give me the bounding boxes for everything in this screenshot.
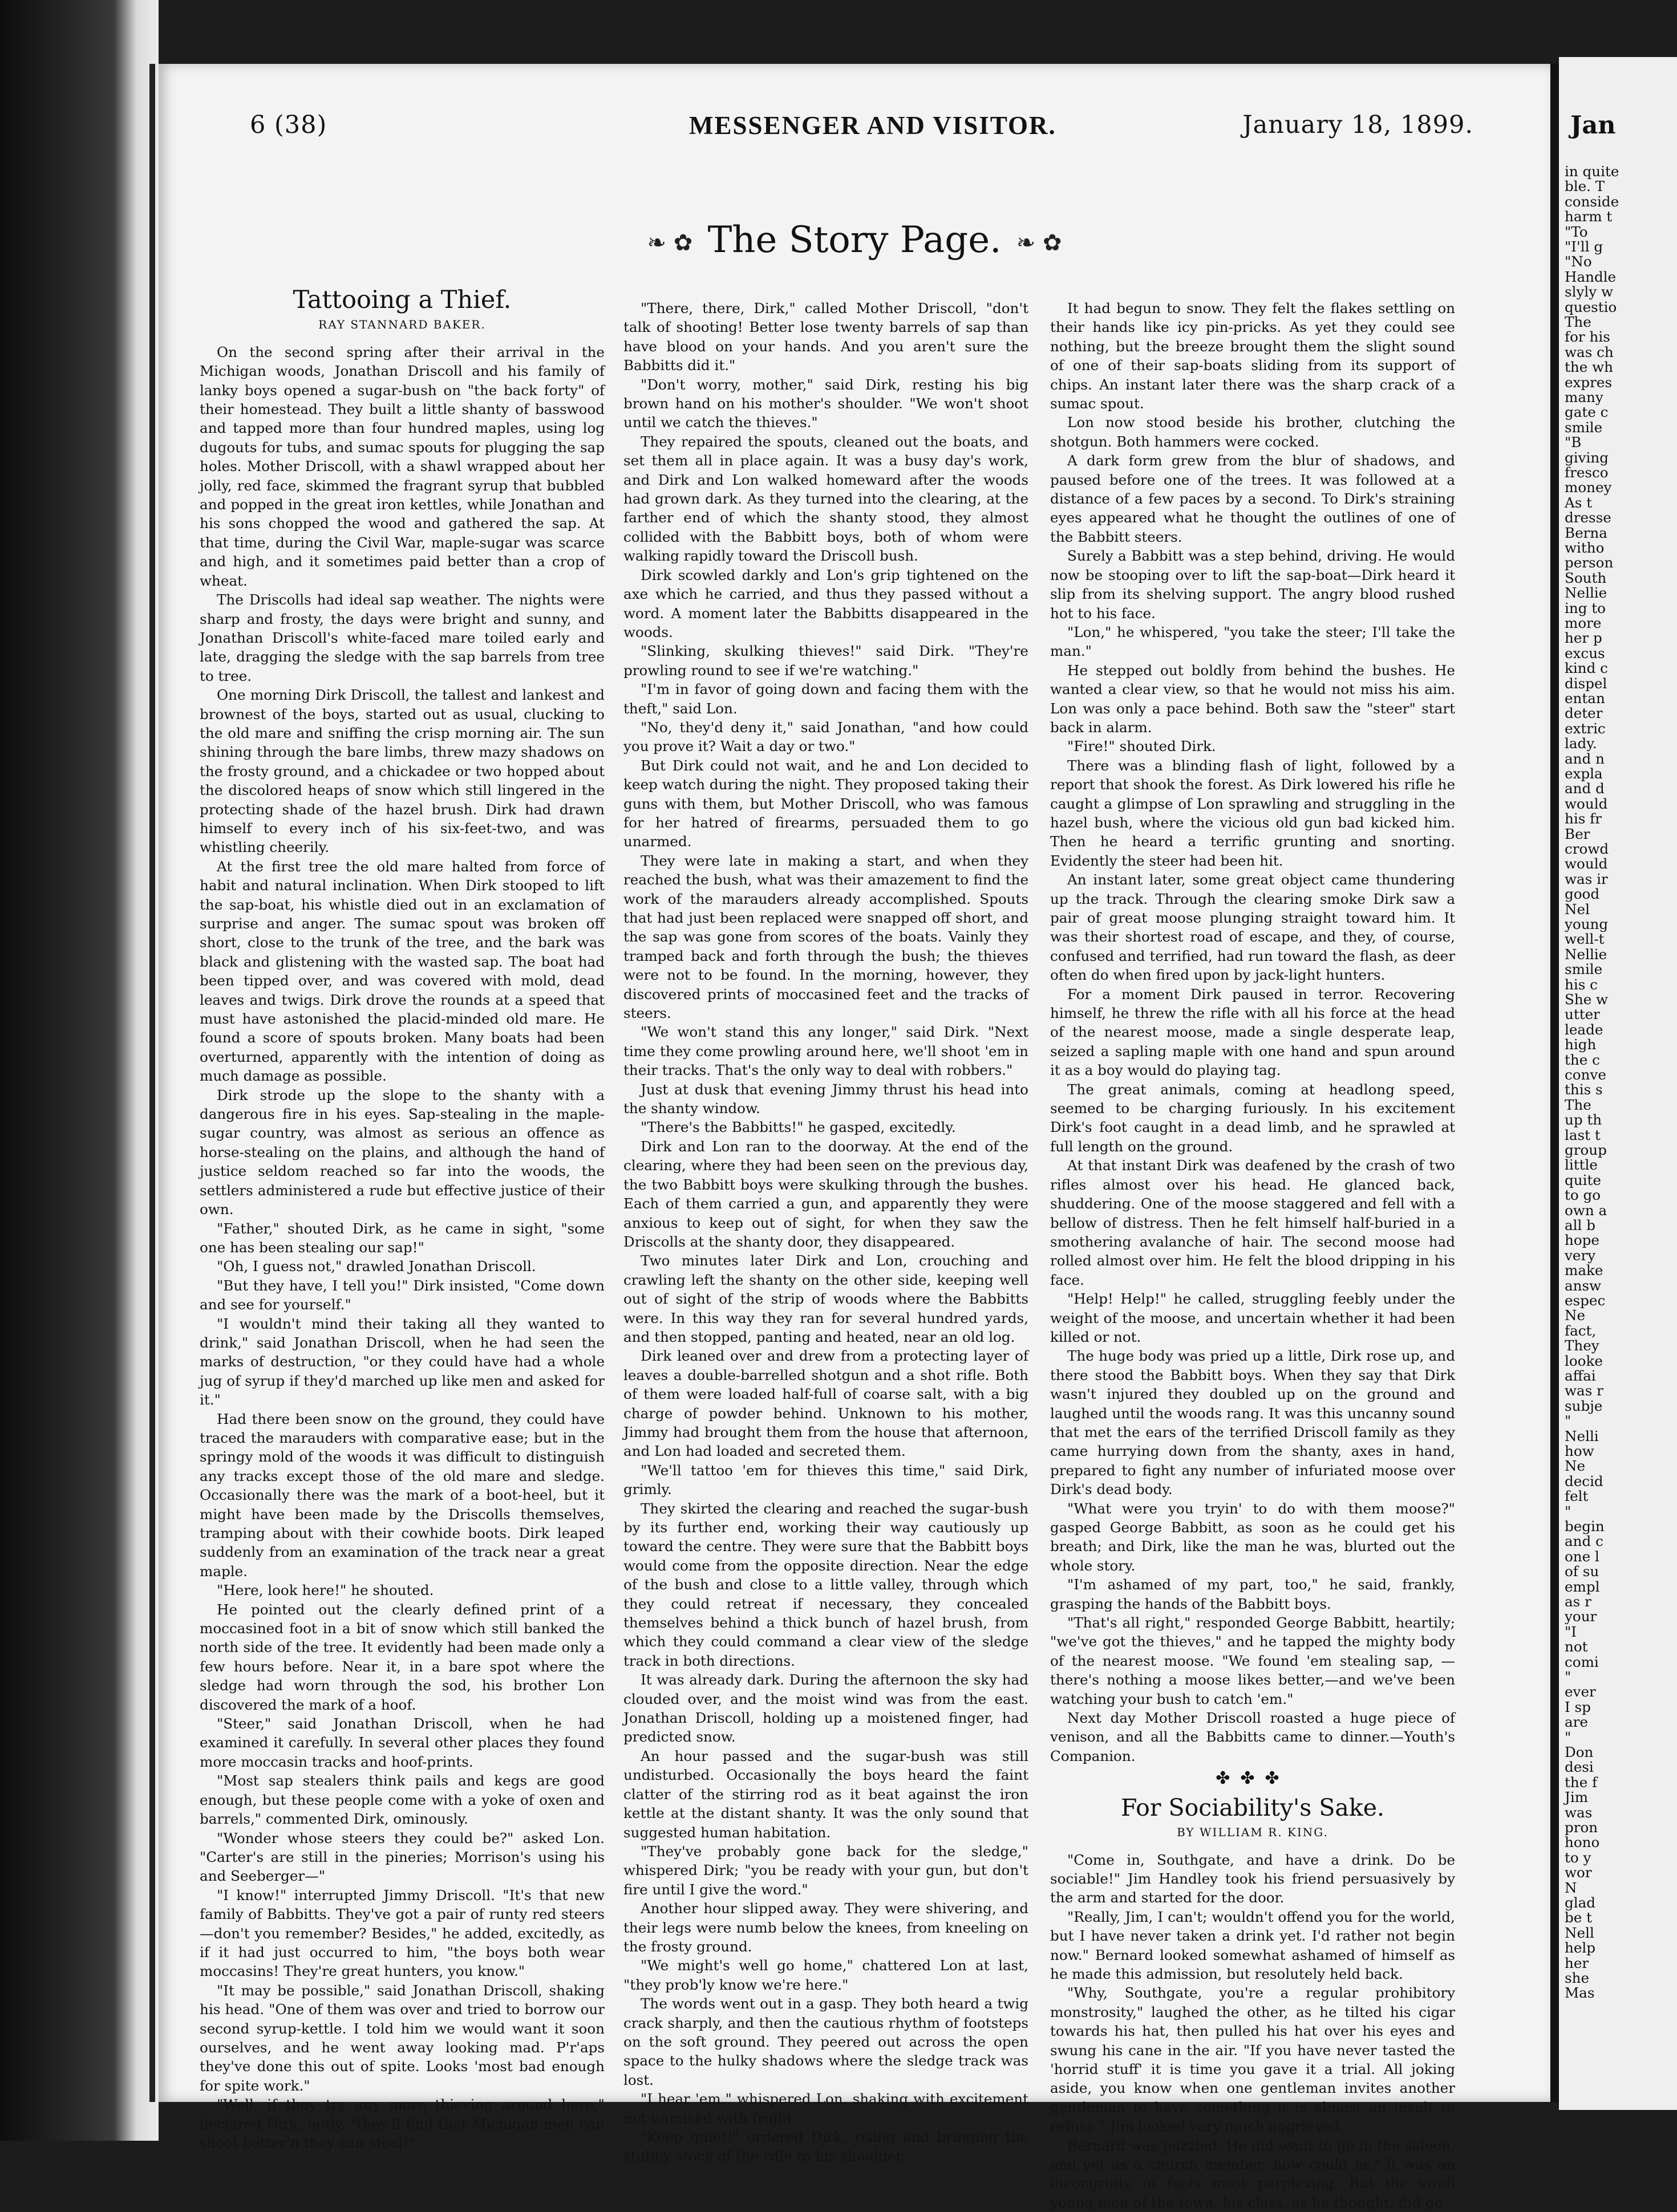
- paragraph: Bernard was puzzled. He did want to go in the saloon, and yet as a church member, how could he? It was an incongruity of facts most perplexing. But the swell young men of the town, his class, as he thought, did go: [1050, 2136, 1455, 2212]
- facing-page-line: Mas: [1565, 1984, 1594, 2001]
- facing-page-line: the f: [1565, 1774, 1597, 1791]
- ornament-left-icon: ❧ ✿: [647, 230, 692, 256]
- facing-page-line: empl: [1565, 1578, 1599, 1595]
- facing-page-header: Jan: [1570, 111, 1615, 140]
- paragraph: But Dirk could not wait, and he and Lon decided to keep watch during the night. They proposed taking their guns with them, but Mother Driscoll, who was famous for her hatred of firearms, persuaded them to go unarmed.: [623, 756, 1028, 851]
- paragraph: Two minutes later Dirk and Lon, crouching and crawling left the shanty on the other side, keeping well out of sight of the strip of woods where the Babbitts were. In this way they ran for several hundred yards, and then stopped, panting and heated, near an old log.: [623, 1251, 1028, 1346]
- story-title-2: For Sociability's Sake.: [1050, 1799, 1455, 1817]
- facing-page-line: for his: [1565, 328, 1610, 345]
- paragraph: "We'll tattoo 'em for thieves this time," said Dirk, grimly.: [623, 1461, 1028, 1499]
- facing-page-line: quite: [1565, 1172, 1601, 1188]
- facing-page-line: felt: [1565, 1488, 1588, 1504]
- facing-page-line: slyly w: [1565, 283, 1613, 300]
- facing-page-line: his c: [1565, 976, 1598, 993]
- paragraph: "Here, look here!" he shouted.: [200, 1581, 605, 1600]
- facing-page-line: conside: [1565, 193, 1619, 210]
- paragraph: A dark form grew from the blur of shadows, and paused before one of the trees. It was followed at a distance of a few paces by a second. To Dirk's straining eyes appeared what he thought the outlines of one of the Babbitt steers.: [1050, 451, 1455, 546]
- section-break-icon: ✤✤✤: [1050, 1769, 1455, 1788]
- facing-page-line: Berna: [1565, 525, 1607, 541]
- facing-page-line: to go: [1565, 1187, 1601, 1203]
- paragraph: "There, there, Dirk," called Mother Driscoll, "don't talk of shooting! Better lose twenty barrels of sap than have blood on your hands. And you aren't sure the Babbitts did it.": [623, 299, 1028, 375]
- facing-page-line: and d: [1565, 780, 1605, 797]
- paragraph: Had there been snow on the ground, they could have traced the marauders with comparative ease; but in the springy mold of the woods it was difficult to distinguish any tracks except those of the old mare and sledge. Occasionally there was the mark of a boot-heel, but it might have been made by the Driscolls themselves, tramping about with their cowhide boots. Dirk leaped suddenly from an examination of the track near a great maple.: [200, 1410, 605, 1581]
- column-2-body: [623, 299, 1028, 2166]
- facing-page-line: Ber: [1565, 826, 1590, 842]
- facing-page-line: begin: [1565, 1518, 1605, 1535]
- facing-page-line: Don: [1565, 1744, 1593, 1760]
- facing-page-line: the c: [1565, 1052, 1600, 1068]
- facing-page-line: "To: [1565, 224, 1588, 240]
- facing-page-line: "No: [1565, 253, 1592, 270]
- facing-page-line: kind c: [1565, 660, 1608, 676]
- paragraph: Dirk and Lon ran to the doorway. At the end of the clearing, where they had been seen on the previous day, the two Babbitt boys were skulking through the bushes. Each of them carried a gun, and apparently they were anxious to keep out of sight, for when they saw the Driscolls at the shanty door, they disappeared.: [623, 1137, 1028, 1251]
- paragraph: "Slinking, skulking thieves!" said Dirk. "They're prowling round to see if we're watching.": [623, 642, 1028, 680]
- facing-page-line: good: [1565, 886, 1599, 902]
- facing-page-line: Handle: [1565, 269, 1616, 285]
- story-byline: RAY STANNARD BAKER.: [200, 315, 605, 334]
- paragraph: It had begun to snow. They felt the flakes settling on their hands like icy pin-pricks. As yet they could see nothing, but the breeze brought them the slight sound of one of their sap-boats sliding from its support of chips. An instant later there was the sharp crack of a sumac spout.: [1050, 299, 1455, 413]
- facing-page-line: would: [1565, 855, 1607, 872]
- facing-page-line: dresse: [1565, 509, 1611, 526]
- paragraph: "I know!" interrupted Jimmy Driscoll. "It's that new family of Babbitts. They've got a pair of runty red steers—don't you remember? Besides," he added, excitedly, as if it had just occurred to him, "the boys both wear moccasins! They're great hunters, you know.": [200, 1886, 605, 1981]
- facing-page-line: wor: [1565, 1864, 1592, 1881]
- facing-page-line: she: [1565, 1970, 1589, 1986]
- paragraph: They were late in making a start, and when they reached the bush, what was their amazement to find the work of the marauders already accomplished. Spouts that had just been replaced were snapped off short, and the sap was gone from scores of the boats. Vainly they tramped back and forth through the bush; the thieves were not to be found. In the morning, however, they discovered prints of moccasined feet and the tracks of steers.: [623, 851, 1028, 1023]
- story-byline-2: BY WILLIAM R. KING.: [1050, 1823, 1455, 1842]
- facing-page-line: was: [1565, 1804, 1592, 1821]
- paragraph: Another hour slipped away. They were shivering, and their legs were numb below the knees, from kneeling on the frosty ground.: [623, 1899, 1028, 1956]
- facing-page-line: as r: [1565, 1593, 1591, 1610]
- paragraph: "But they have, I tell you!" Dirk insisted, "Come down and see for yourself.": [200, 1276, 605, 1314]
- paragraph: "Lon," he whispered, "you take the steer; I'll take the man.": [1050, 623, 1455, 661]
- paragraph: The great animals, coming at headlong speed, seemed to be charging furiously. In his excitement Dirk's foot caught in a dead limb, and he sprawled at full length on the ground.: [1050, 1080, 1455, 1156]
- newspaper-page: [159, 64, 1550, 2102]
- facing-page-line: ever: [1565, 1683, 1596, 1700]
- paragraph: "Why, Southgate, you're a regular prohibitory monstrosity," laughed the other, as he tilted his cigar towards his hat, then pulled his hat over his eyes and swung his cane in the air. "If you have never tasted the 'horrid stuff' it is time you gave it a trial. All joking aside, you know when one gentleman invites another gentleman to have something it is almost an insult to refuse." Jim looked very much aggrieved.: [1050, 1983, 1455, 2136]
- facing-page-line: this s: [1565, 1081, 1603, 1098]
- paragraph: "I'm ashamed of my part, too," he said, frankly, grasping the hands of the Babbitt boys.: [1050, 1575, 1455, 1613]
- paragraph: He stepped out boldly from behind the bushes. He wanted a clear view, so that he would not miss his aim. Lon was only a pace behind. Both saw the "steer" start back in alarm.: [1050, 661, 1455, 737]
- facing-page-line: was ch: [1565, 344, 1614, 360]
- facing-page-line: giving: [1565, 449, 1609, 466]
- facing-page-line: ": [1565, 1669, 1571, 1685]
- paper-name: MESSENGER AND VISITOR.: [689, 111, 1056, 140]
- facing-page-line: money: [1565, 479, 1611, 496]
- facing-page-line: affai: [1565, 1367, 1596, 1384]
- section-title: The Story Page.: [708, 219, 1002, 261]
- facing-page-line: Nell: [1565, 1925, 1594, 1941]
- paragraph: "Help! Help!" he called, struggling feebly under the weight of the moose, and uncertain whether it had been killed or not.: [1050, 1289, 1455, 1346]
- facing-page-line: conve: [1565, 1066, 1606, 1083]
- paragraph: "Come in, Southgate, and have a drink. Do be sociable!" Jim Handley took his friend persuasively by the arm and started for the door.: [1050, 1850, 1455, 1907]
- facing-page-line: utter: [1565, 1006, 1600, 1022]
- facing-page-line: last t: [1565, 1127, 1601, 1143]
- paragraph: "I hear 'em," whispered Lon, shaking with excitement not unmixed with fright.: [623, 2089, 1028, 2128]
- facing-page-line: very: [1565, 1247, 1595, 1264]
- facing-page-line: make: [1565, 1262, 1603, 1279]
- facing-page-line: desi: [1565, 1759, 1594, 1775]
- paragraph: "Really, Jim, I can't; wouldn't offend you for the world, but I have never taken a drink yet. I'd rather not begin now." Bernard looked somewhat ashamed of himself as he made this admission, but resolutely held back.: [1050, 1907, 1455, 1984]
- issue-date: January 18, 1899.: [1242, 111, 1473, 139]
- paragraph: "I wouldn't mind their taking all they wanted to drink," said Jonathan Driscoll, when he had seen the marks of destruction, "or they could have had a whole jug of syrup if they'd marched up like men and asked for it.": [200, 1314, 605, 1410]
- column-3-body-2: [1050, 1850, 1455, 2212]
- facing-page-line: and c: [1565, 1533, 1603, 1549]
- facing-page-line: hope: [1565, 1232, 1599, 1248]
- facing-page-line: leade: [1565, 1021, 1603, 1038]
- facing-page-line: high: [1565, 1036, 1596, 1053]
- facing-page-line: well-t: [1565, 931, 1605, 947]
- page-number: 6 (38): [250, 111, 327, 139]
- column-3: [1050, 299, 1455, 2212]
- column-1: [200, 291, 605, 2152]
- facing-page-line: gate c: [1565, 404, 1608, 420]
- ornament-right-icon: ❧ ✿: [1016, 230, 1062, 256]
- facing-page-line: ble. T: [1565, 178, 1605, 194]
- paragraph: For a moment Dirk paused in terror. Recovering himself, he threw the rifle with all his force at the head of the nearest moose, made a single desperate leap, seized a sapling maple with one hand and spun around it as a boy would do playing tag.: [1050, 985, 1455, 1080]
- facing-page-line: many: [1565, 389, 1603, 405]
- facing-page-line: and n: [1565, 750, 1605, 767]
- facing-page-line: how: [1565, 1443, 1594, 1459]
- facing-page-line: subje: [1565, 1398, 1602, 1414]
- paragraph: "There's the Babbitts!" he gasped, excitedly.: [623, 1118, 1028, 1137]
- facing-page-line: own a: [1565, 1202, 1607, 1219]
- paragraph: "Fire!" shouted Dirk.: [1050, 737, 1455, 756]
- facing-page-line: the wh: [1565, 359, 1613, 375]
- facing-page-line: deter: [1565, 705, 1603, 721]
- facing-page-line: extric: [1565, 720, 1606, 737]
- paragraph: The words went out in a gasp. They both heard a twig crack sharply, and then the cautious rhythm of footsteps on the soft ground. They peered out across the open space to the hulky shadows where the sledge track was lost.: [623, 1994, 1028, 2089]
- paragraph: "Keep quiet!" ordered Dirk, rising and bringing the stubby stock of the rifle to his shoulder.: [623, 2128, 1028, 2166]
- facing-page-line: are: [1565, 1714, 1588, 1730]
- facing-page-line: ": [1565, 1729, 1571, 1746]
- paragraph: They repaired the spouts, cleaned out the boats, and set them all in place again. It was a busy day's work, and Dirk and Lon walked homeward after the woods had grown dark. As they turned into the clearing, at the farther end of which the shanty stood, they almost collided with the Babbitt boys, both of whom were walking rapidly toward the Driscoll bush.: [623, 432, 1028, 566]
- facing-page-line: Jim: [1565, 1789, 1588, 1805]
- paragraph: "I'm in favor of going down and facing them with the theft," said Lon.: [623, 680, 1028, 718]
- paragraph: "It may be possible," said Jonathan Driscoll, shaking his head. "One of them was over and tried to borrow our second syrup-kettle. I told him we would want it soon ourselves, and he went away looking mad. P'r'aps they've done this out of spite. Looks 'most bad enough for spite work.": [200, 1981, 605, 2095]
- paragraph: "Steer," said Jonathan Driscoll, when he had examined it carefully. In several other places they found more moccasin tracks and hoof-prints.: [200, 1714, 605, 1771]
- facing-page-line: her: [1565, 1955, 1589, 1971]
- facing-page-line: be t: [1565, 1909, 1592, 1926]
- facing-page-line: questio: [1565, 299, 1617, 315]
- paragraph: At that instant Dirk was deafened by the crash of two rifles almost over his head. He glanced back, shuddering. One of the moose staggered and fell with a bellow of distress. Then he felt himself half-buried in a smothering avalanche of hair. The second moose had rolled almost over him. He felt the blood dripping in his face.: [1050, 1156, 1455, 1289]
- facing-page-line: expla: [1565, 765, 1603, 782]
- paragraph: Dirk scowled darkly and Lon's grip tightened on the axe which he carried, and thus they passed without a word. A moment later the Babbitts disappeared in the woods.: [623, 566, 1028, 642]
- paragraph: There was a blinding flash of light, followed by a report that shook the forest. As Dirk lowered his rifle he caught a glimpse of Lon sprawling and struggling in the hazel bush, where the vicious old gun bad kicked him. Then he heard a terrific grunting and snorting. Evidently the steer had been hit.: [1050, 756, 1455, 870]
- paragraph: "They've probably gone back for the sledge," whispered Dirk; "you be ready with your gun, but don't fire until I give the word.": [623, 1842, 1028, 1899]
- paragraph: Surely a Babbitt was a step behind, driving. He would now be stooping over to lift the sap-boat—Dirk heard it slip from its shelving support. The angry blood rushed hot to his face.: [1050, 546, 1455, 623]
- paragraph: "Well, if they try any more thieving around here," declared Dirk, hotly, "they'll find that Michigan men can shoot better'n they can steal!": [200, 2095, 605, 2152]
- facing-page-line: smile: [1565, 419, 1602, 436]
- page-gutter: [1550, 64, 1559, 2102]
- facing-page-line: her p: [1565, 630, 1602, 646]
- facing-page-line: She w: [1565, 991, 1608, 1008]
- book-binding: [0, 0, 159, 2141]
- paragraph: Just at dusk that evening Jimmy thrust his head into the shanty window.: [623, 1080, 1028, 1118]
- facing-page-line: ing to: [1565, 600, 1606, 616]
- paragraph: Dirk strode up the slope to the shanty with a dangerous fire in his eyes. Sap-stealing in the maple-sugar country, was almost as serious an offence as horse-stealing on the plains, and although the hand of justice seldom reached so far into the woods, the settlers administered a rude but effective justice of their own.: [200, 1086, 605, 1219]
- facing-page-line: Ne: [1565, 1307, 1585, 1324]
- facing-page-line: dispel: [1565, 675, 1607, 692]
- facing-page-line: The: [1565, 1097, 1591, 1113]
- paragraph: He pointed out the clearly defined print of a moccasined foot in a bit of snow which still banked the north side of the tree. It evidently had been made only a few hours before. Near it, in a bare spot where the sledge had worn through the sod, his brother Lon discovered the mark of a hoof.: [200, 1600, 605, 1714]
- section-heading: [159, 219, 1550, 261]
- facing-page-line: was ir: [1565, 871, 1608, 887]
- facing-page-line: group: [1565, 1142, 1607, 1158]
- paragraph: "We might's well go home," chattered Lon at last, "they prob'ly know we're here.": [623, 1956, 1028, 1994]
- paragraph: "What were you tryin' to do with them moose?" gasped George Babbitt, as soon as he could get his breath; and Dirk, like the man he was, blurted out the whole story.: [1050, 1499, 1455, 1576]
- facing-page-line: ": [1565, 1503, 1571, 1520]
- facing-page-line: pron: [1565, 1819, 1598, 1836]
- facing-page-line: one l: [1565, 1548, 1599, 1565]
- paragraph: At the first tree the old mare halted from force of habit and natural inclination. When Dirk stooped to lift the sap-boat, his whistle died out in an exclamation of surprise and anger. The sumac spout was broken off short, close to the trunk of the tree, and the bark was black and glistening with the wasted sap. The boat had been tipped over, and was covered with mold, dead leaves and twigs. Dirk drove the rounds at a speed that must have astonished the placid-minded old mare. He found a score of spouts broken. Many boats had been overturned, apparently with the intention of doing as much damage as possible.: [200, 857, 605, 1086]
- facing-page-line: comi: [1565, 1654, 1599, 1670]
- paragraph: Next day Mother Driscoll roasted a huge piece of venison, and all the Babbitts came to dinner.—Youth's Companion.: [1050, 1708, 1455, 1765]
- facing-page-line: harm t: [1565, 208, 1612, 225]
- paragraph: "We won't stand this any longer," said Dirk. "Next time they come prowling around here, we'll shoot 'em in their tracks. That's the only way to deal with robbers.": [623, 1022, 1028, 1079]
- facing-page-line: "I'll g: [1565, 238, 1603, 255]
- paragraph: Dirk leaned over and drew from a protecting layer of leaves a double-barrelled shotgun and a shot rifle. Both of them were loaded half-full of coarse salt, with a big charge of powder behind. Unknown to his mother, Jimmy had brought them from the house that afternoon, and Lon had loaded and secreted them.: [623, 1346, 1028, 1460]
- facing-page-line: to y: [1565, 1849, 1591, 1866]
- page-edge: [149, 64, 155, 2102]
- paragraph: Lon now stood beside his brother, clutching the shotgun. Both hammers were cocked.: [1050, 413, 1455, 451]
- paragraph: One morning Dirk Driscoll, the tallest and lankest and brownest of the boys, started out as usual, clucking to the old mare and sniffing the crisp morning air. The sun shining through the bare limbs, threw mazy shadows on the frosty ground, and a chickadee or two hopped about the discolored heaps of snow which still lingered in the protecting shade of the hazel brush. Dirk had drawn himself to every inch of his six-feet-two, and was whistling cheerily.: [200, 685, 605, 857]
- facing-page-line: answ: [1565, 1277, 1601, 1294]
- facing-page-line: more: [1565, 615, 1601, 631]
- facing-page-line: They: [1565, 1337, 1599, 1354]
- facing-page-line: expres: [1565, 374, 1612, 391]
- facing-page-line: South: [1565, 570, 1606, 586]
- facing-page-line: Nellie: [1565, 585, 1607, 601]
- facing-page-line: not: [1565, 1638, 1588, 1655]
- paragraph: They skirted the clearing and reached the sugar-bush by its further end, working their way cautiously up toward the centre. They were sure that the Babbitt boys would come from the opposite direction. Near the edge of the bush and close to a little valley, through which they could retreat if necessary, they concealed themselves behind a thick bunch of hazel brush, from which they could command a clear view of the sledge track in both directions.: [623, 1499, 1028, 1671]
- facing-page-line: little: [1565, 1156, 1598, 1173]
- facing-page-line: looke: [1565, 1353, 1603, 1369]
- facing-page-line: up th: [1565, 1111, 1602, 1128]
- facing-page-line: person: [1565, 554, 1613, 571]
- facing-page-line: lady.: [1565, 735, 1597, 752]
- paragraph: The Driscolls had ideal sap weather. The nights were sharp and frosty, the days were bright and sunny, and Jonathan Driscoll's white-faced mare toiled early and late, dragging the sledge with the sap barrels from tree to tree.: [200, 590, 605, 685]
- facing-page-line: all b: [1565, 1217, 1595, 1233]
- paragraph: An hour passed and the sugar-bush was still undisturbed. Occasionally the boys heard the faint clatter of the stirring rod as it beat against the iron kettle at the distant shanty. It was the only sound that suggested human habitation.: [623, 1747, 1028, 1842]
- facing-page-line: your: [1565, 1608, 1597, 1625]
- facing-page-line: excus: [1565, 645, 1605, 661]
- facing-page-line: entan: [1565, 690, 1605, 707]
- paragraph: "Wonder whose steers they could be?" asked Lon. "Carter's are still in the pineries; Morrison's using his and Seeberger—": [200, 1829, 605, 1886]
- paragraph: The huge body was pried up a little, Dirk rose up, and there stood the Babbitt boys. When they say that Dirk wasn't injured they doubled up on the ground and laughed until the woods rang. It was this uncanny sound that met the ears of the terrified Driscoll family as they came hurrying down from the shanty, axes in hand, prepared to fight any number of infuriated moose over Dirk's dead body.: [1050, 1346, 1455, 1499]
- facing-page-line: help: [1565, 1939, 1595, 1956]
- facing-page-line: was r: [1565, 1382, 1603, 1399]
- facing-page-line: I sp: [1565, 1699, 1591, 1715]
- paragraph: "Don't worry, mother," said Dirk, resting his big brown hand on his mother's shoulder. "We won't shoot until we catch the thieves.": [623, 375, 1028, 432]
- facing-page-line: witho: [1565, 539, 1604, 556]
- paragraph: An instant later, some great object came thundering up the track. Through the clearing smoke Dirk saw a pair of great moose plunging straight toward him. It was their shortest road of escape, and they, of course, confused and terrified, had run toward the flash, as deer often do when fired upon by jack-light hunters.: [1050, 870, 1455, 984]
- facing-page-line: espec: [1565, 1292, 1605, 1309]
- facing-page-line: "B: [1565, 434, 1581, 450]
- facing-page-line: fact,: [1565, 1322, 1596, 1339]
- facing-page-strip: [1559, 57, 1677, 2110]
- facing-page-line: would: [1565, 795, 1607, 812]
- paragraph: On the second spring after their arrival in the Michigan woods, Jonathan Driscoll and his family of lanky boys opened a sugar-bush on "the back forty" of their homestead. They built a little shanty of basswood and tapped more than four hundred maples, using log dugouts for tubs, and sumac spouts for plugging the sap holes. Mother Driscoll, with a shawl wrapped about her jolly, red face, skimmed the fragrant syrup that bubbled and popped in the great iron kettles, while Jonathan and his sons chopped the wood and gathered the sap. At that time, during the Civil War, maple-sugar was scarce and high, and it sometimes paid better than a crop of wheat.: [200, 343, 605, 590]
- facing-page-line: his fr: [1565, 810, 1602, 827]
- paragraph: It was already dark. During the afternoon the sky had clouded over, and the moist wind was from the east. Jonathan Driscoll, holding up a moistened finger, had predicted snow.: [623, 1670, 1028, 1747]
- facing-page-line: fresco: [1565, 464, 1609, 481]
- facing-page-line: crowd: [1565, 841, 1609, 857]
- facing-page-line: in quite: [1565, 163, 1619, 180]
- column-1-body: [200, 343, 605, 2153]
- facing-page-line: hono: [1565, 1834, 1599, 1850]
- facing-page-line: smile: [1565, 961, 1602, 977]
- story-title: Tattooing a Thief.: [200, 291, 605, 310]
- facing-page-line: Nelli: [1565, 1428, 1599, 1444]
- facing-page-line: Nel: [1565, 901, 1590, 918]
- facing-page-line: Ne: [1565, 1458, 1585, 1474]
- paragraph: "No, they'd deny it," said Jonathan, "and how could you prove it? Wait a day or two.": [623, 718, 1028, 756]
- paragraph: "Oh, I guess not," drawled Jonathan Driscoll.: [200, 1257, 605, 1276]
- facing-page-line: young: [1565, 916, 1608, 932]
- facing-page-line: glad: [1565, 1894, 1595, 1911]
- facing-page-line: "I: [1565, 1624, 1577, 1640]
- facing-page-line: Nellie: [1565, 946, 1607, 963]
- facing-page-line: of su: [1565, 1563, 1599, 1580]
- column-2: [623, 299, 1028, 2166]
- facing-page-line: decid: [1565, 1473, 1603, 1489]
- facing-page-line: The: [1565, 314, 1591, 330]
- paragraph: "Father," shouted Dirk, as he came in sight, "some one has been stealing our sap!": [200, 1219, 605, 1257]
- facing-page-line: N: [1565, 1880, 1577, 1896]
- column-3-body: [1050, 299, 1455, 1765]
- paragraph: "That's all right," responded George Babbitt, heartily; "we've got the thieves," and he tapped the mighty body of the nearest moose. "We found 'em stealing sap, —there's nothing a moose likes better,—and we've been watching your bush to catch 'em.": [1050, 1613, 1455, 1708]
- facing-page-line: ": [1565, 1413, 1571, 1429]
- paragraph: "Most sap stealers think pails and kegs are good enough, but these people come with a yoke of oxen and barrels," commented Dirk, ominously.: [200, 1771, 605, 1828]
- facing-page-line: As t: [1565, 494, 1592, 511]
